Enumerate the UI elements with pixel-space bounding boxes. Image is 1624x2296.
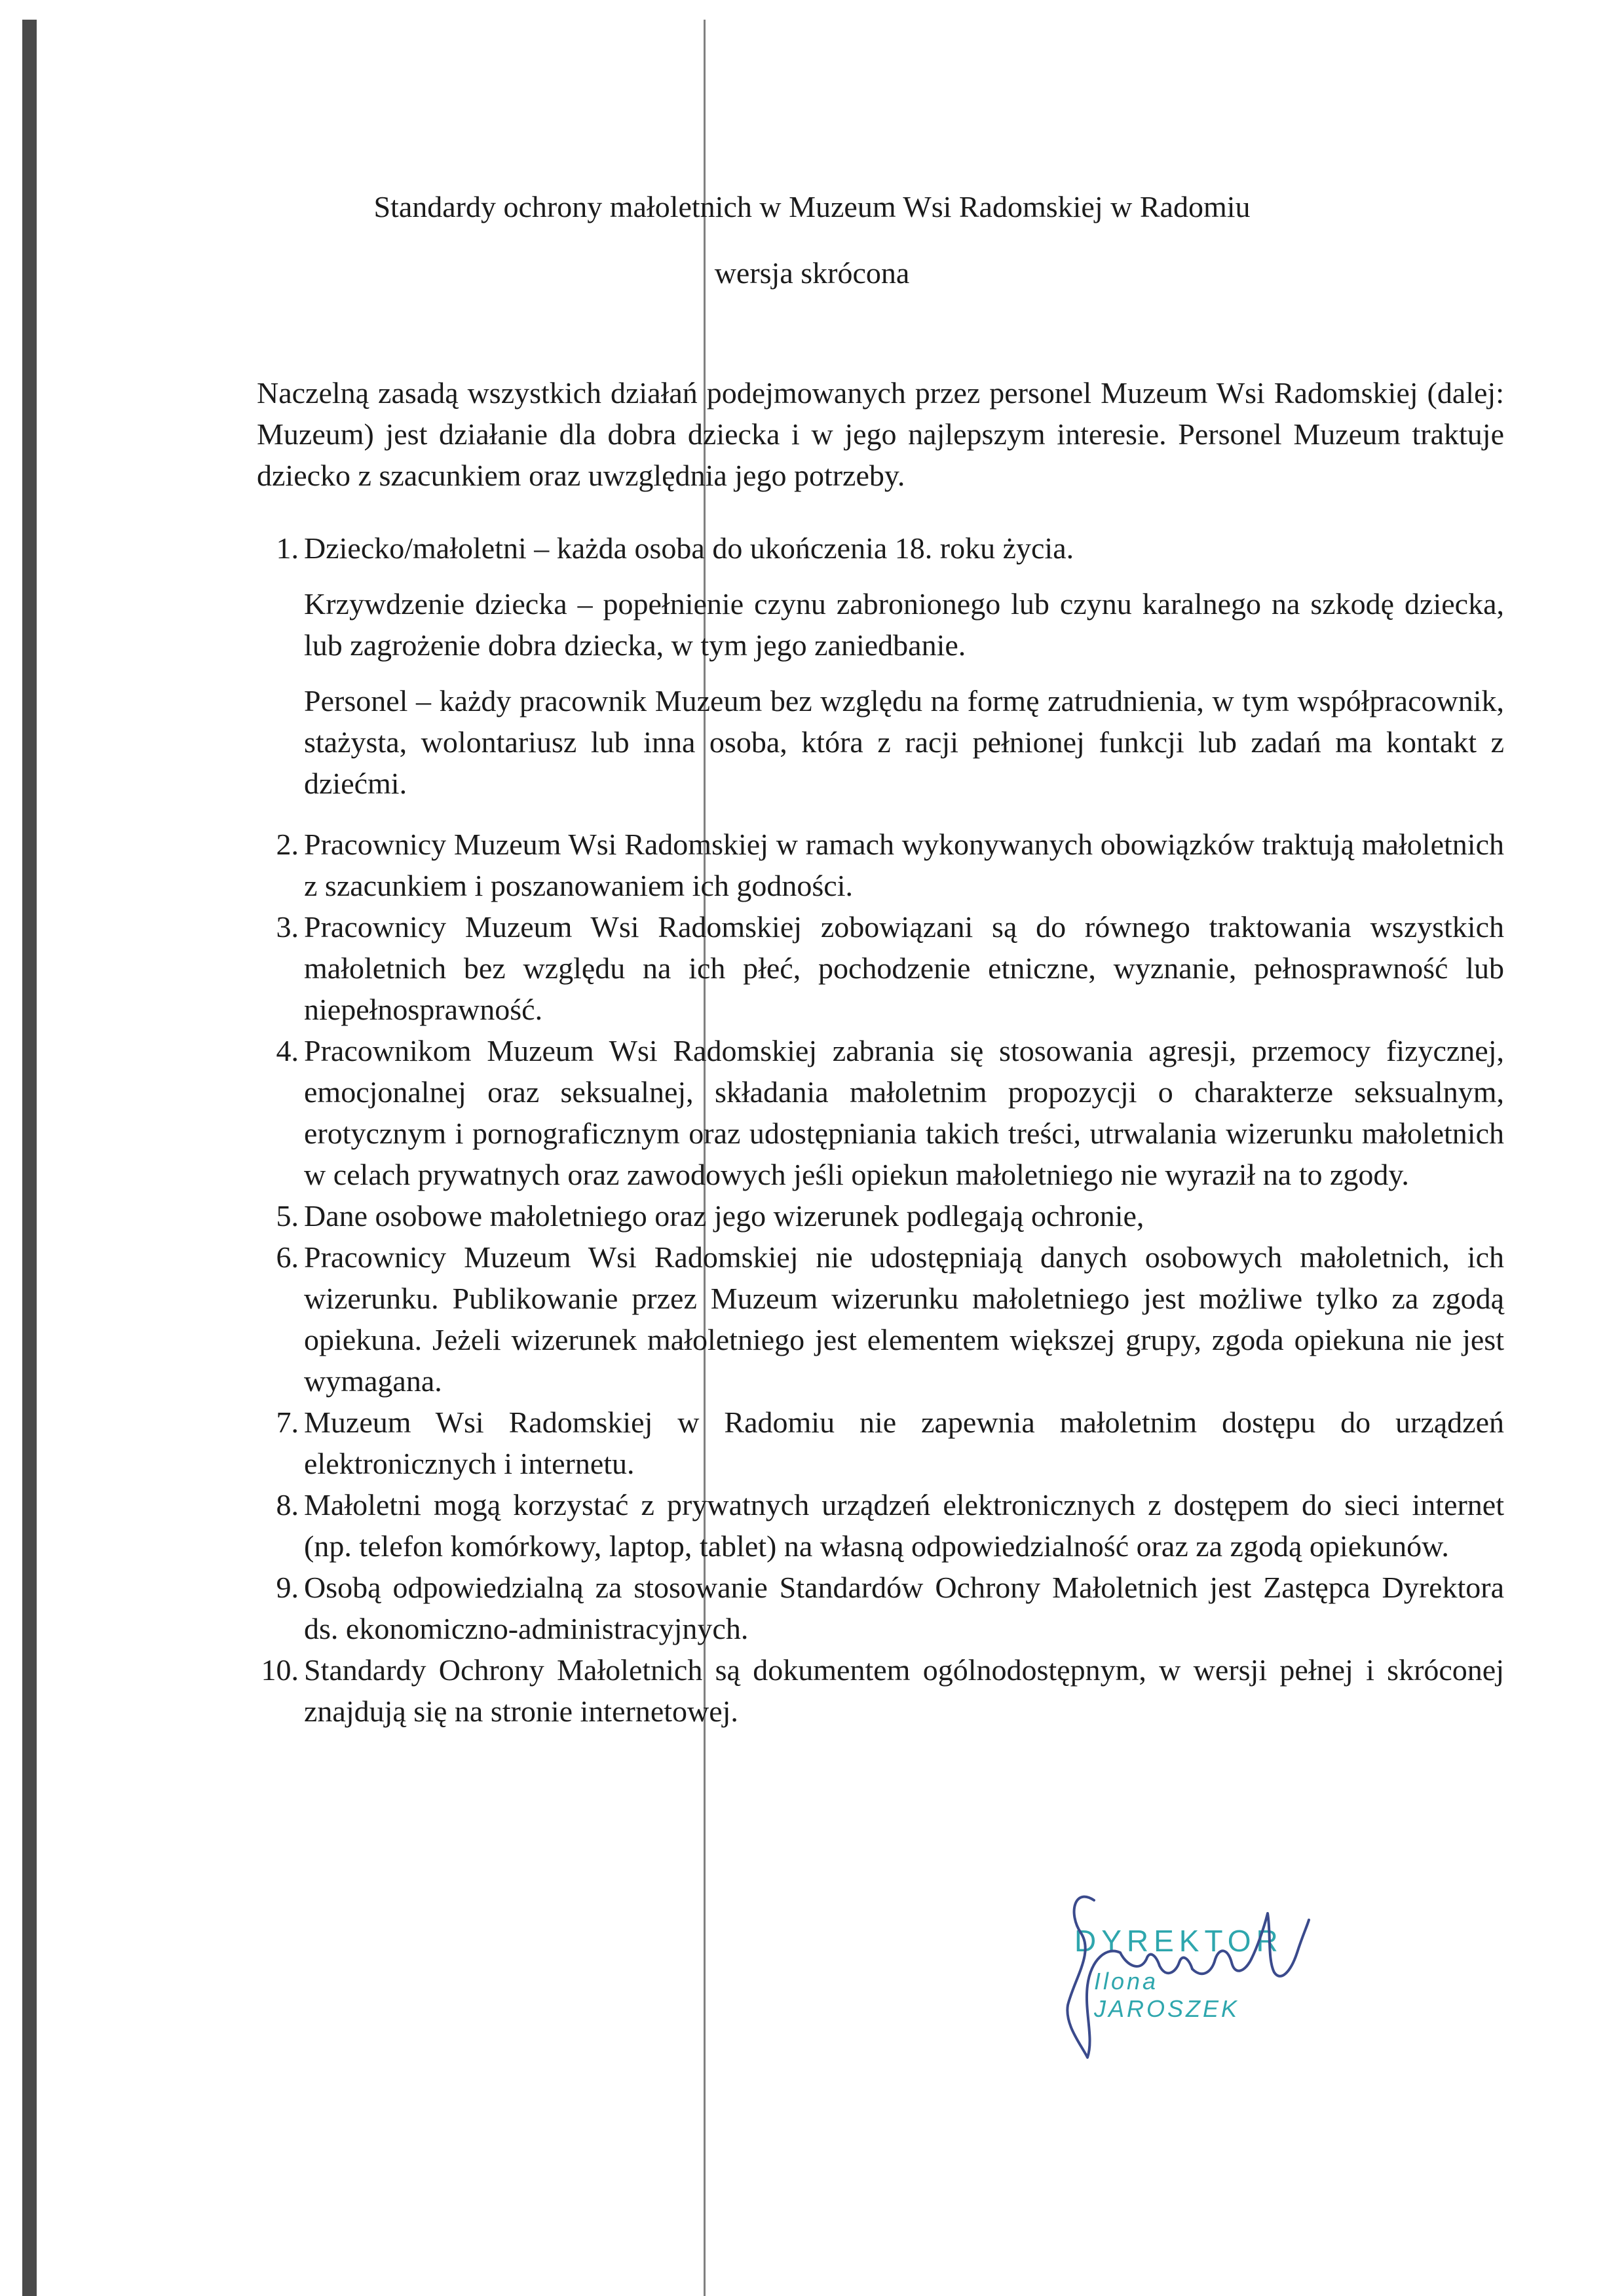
list-item bbox=[257, 824, 1504, 906]
list-item bbox=[257, 527, 1504, 569]
list-item-number: 7. bbox=[276, 1406, 299, 1439]
list-item-text: Osobą odpowiedzialną za stosowanie Standardów Ochrony Małoletnich jest Zastępca Dyrektora ds. ekonomiczno-administracyjnych. bbox=[304, 1571, 1504, 1645]
list-item-number: 8. bbox=[276, 1488, 299, 1521]
list-item-number: 10. bbox=[261, 1653, 299, 1687]
handwritten-signature bbox=[1048, 1874, 1310, 2071]
list-item-text: Dane osobowe małoletniego oraz jego wizerunek podlegają ochronie, bbox=[304, 1199, 1144, 1233]
list-item-number: 3. bbox=[276, 910, 299, 944]
list-item-text: Pracownicy Muzeum Wsi Radomskiej w ramach wykonywanych obowiązków traktują małoletnich z szacunkiem i poszanowaniem ich godności. bbox=[304, 828, 1504, 902]
list-item-number: 5. bbox=[276, 1199, 299, 1233]
list-item-number: 6. bbox=[276, 1240, 299, 1274]
definition-harm: Krzywdzenie dziecka – popełnienie czynu zabronionego lub czynu karalnego na szkodę dziecka, lub zagrożenie dobra dziecka, w tym jego zaniedbanie. bbox=[304, 587, 1504, 662]
stamp-name: Ilona JAROSZEK bbox=[1094, 1968, 1240, 2022]
stamp-role: DYREKTOR bbox=[1074, 1924, 1283, 1958]
list-item-number: 9. bbox=[276, 1571, 299, 1604]
standards-list bbox=[257, 527, 1504, 1732]
list-item bbox=[257, 1484, 1504, 1567]
list-item-text: Małoletni mogą korzystać z prywatnych urządzeń elektronicznych z dostępem do sieci internet (np. telefon komórkowy, laptop, tablet) na własną odpowiedzialność oraz za zgodą opiekunów. bbox=[304, 1488, 1504, 1563]
list-item bbox=[257, 1567, 1504, 1649]
list-item bbox=[257, 1030, 1504, 1195]
list-item bbox=[257, 1649, 1504, 1732]
list-item bbox=[257, 906, 1504, 1030]
list-item-number: 2. bbox=[276, 828, 299, 861]
list-item-text: Pracownicy Muzeum Wsi Radomskiej nie udostępniają danych osobowych małoletnich, ich wizerunku. Publikowanie przez Muzeum wizerunku małoletniego jest możliwe tylko za zgodą opiekuna. Jeżeli wizerunek małoletniego jest elementem większej grupy, zgoda opiekuna nie jest wymagana. bbox=[304, 1240, 1504, 1398]
scan-edge-bar bbox=[22, 20, 37, 2296]
document-title: Standardy ochrony małoletnich w Muzeum Wsi Radomskiej w Radomiu bbox=[373, 190, 1251, 223]
list-item-text: Muzeum Wsi Radomskiej w Radomiu nie zapewnia małoletnim dostępu do urządzeń elektronicznych i internetu. bbox=[304, 1406, 1504, 1480]
list-item-number: 4. bbox=[276, 1034, 299, 1067]
document-subtitle: wersja skrócona bbox=[714, 256, 910, 290]
intro-paragraph: Naczelną zasadą wszystkich działań podejmowanych przez personel Muzeum Wsi Radomskiej (dalej: Muzeum) jest działanie dla dobra dziecka i w jego najlepszym interesie. Personel Muzeum traktuje dziecko z szacunkiem oraz uwzględnia jego potrzeby. bbox=[257, 376, 1504, 492]
list-item-text: Pracownikom Muzeum Wsi Radomskiej zabrania się stosowania agresji, przemocy fizycznej, emocjonalnej oraz seksualnej, składania małoletnim propozycji o charakterze seksualnym, erotycznym i pornograficznym oraz udostępniania takich treści, utrwalania wizerunku małoletnich w celach prywatnych oraz zawodowych jeśli opiekun małoletniego nie wyraził na to zgody. bbox=[304, 1034, 1504, 1191]
list-item bbox=[257, 1402, 1504, 1484]
list-item-number: 1. bbox=[276, 531, 299, 565]
definition-personnel: Personel – każdy pracownik Muzeum bez względu na formę zatrudnienia, w tym współpracownik, stażysta, wolontariusz lub inna osoba, która z racji pełnionej funkcji lub zadań ma kontakt z dziećmi. bbox=[304, 684, 1504, 800]
list-item bbox=[257, 1236, 1504, 1402]
list-item bbox=[257, 1195, 1504, 1236]
list-item-text: Dziecko/małoletni – każda osoba do ukończenia 18. roku życia. bbox=[304, 531, 1074, 565]
list-item-text: Pracownicy Muzeum Wsi Radomskiej zobowiązani są do równego traktowania wszystkich małoletnich bez względu na ich płeć, pochodzenie etniczne, wyznanie, pełnosprawność lub niepełnosprawność. bbox=[304, 910, 1504, 1026]
list-item-text: Standardy Ochrony Małoletnich są dokumentem ogólnodostępnym, w wersji pełnej i skróconej znajdują się na stronie internetowej. bbox=[304, 1653, 1504, 1728]
